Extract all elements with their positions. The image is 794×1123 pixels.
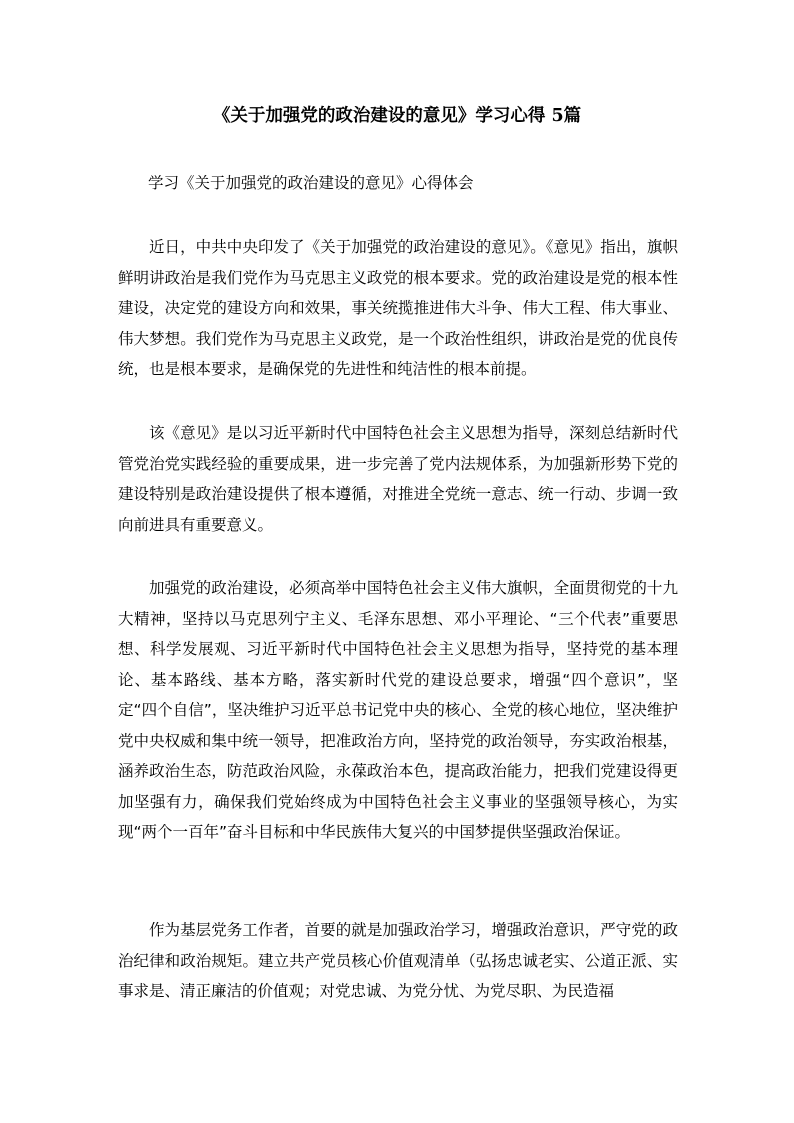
paragraph-1: 近日，中共中央印发了《关于加强党的政治建设的意见》。《意见》指出，旗帜鲜明讲政治是我们党作为马克思主义政党的根本要求。党的政治建设是党的根本性建设，决定党的建设方向和效果，事关统揽推进伟大斗争、伟大工程、伟大事业、伟大梦想。我们党作为马克思主义政党，是一个政治性组织，讲政治是党的优良传统，也是根本要求，是确保党的先进性和纯洁性的根本前提。	[118, 238, 678, 378]
document-title: 《关于加强党的政治建设的意见》学习心得 5篇	[212, 106, 582, 126]
paragraph-3: 加强党的政治建设，必须高举中国特色社会主义伟大旗帜，全面贯彻党的十九大精神，坚持以马克思列宁主义、毛泽东思想、邓小平理论、“三个代表”重要思想、科学发展观、习近平新时代中国特色社会主义思想为指导，坚持党的基本理论、基本路线、基本方略，落实新时代党的建设总要求，增强“四个意识”，坚定“四个自信”，坚决维护习近平总书记党中央的核心、全党的核心地位，坚决维护党中央权威和集中统一领导，把准政治方向，坚持党的政治领导，夯实政治根基，涵养政治生态，防范政治风险，永葆政治本色，提高政治能力，把我们党建设得更加坚强有力，确保我们党始终成为中国特色社会主义事业的坚强领导核心，为实现“两个一百年”奋斗目标和中华民族伟大复兴的中国梦提供坚强政治保证。	[118, 579, 678, 841]
document-subtitle: 学习《关于加强党的政治建设的意见》心得体会	[148, 174, 474, 192]
paragraph-4: 作为基层党务工作者，首要的就是加强政治学习，增强政治意识，严守党的政治纪律和政治规矩。建立共产党员核心价值观清单（弘扬忠诚老实、公道正派、实事求是、清正廉洁的价值观；对党忠诚、为党分忧、为党尽职、为民造福	[118, 921, 678, 1000]
paragraph-2: 该《意见》是以习近平新时代中国特色社会主义思想为指导，深刻总结新时代管党治党实践经验的重要成果，进一步完善了党内法规体系，为加强新形势下党的建设特别是政治建设提供了根本遵循，对推进全党统一意志、统一行动、步调一致向前进具有重要意义。	[118, 424, 678, 534]
